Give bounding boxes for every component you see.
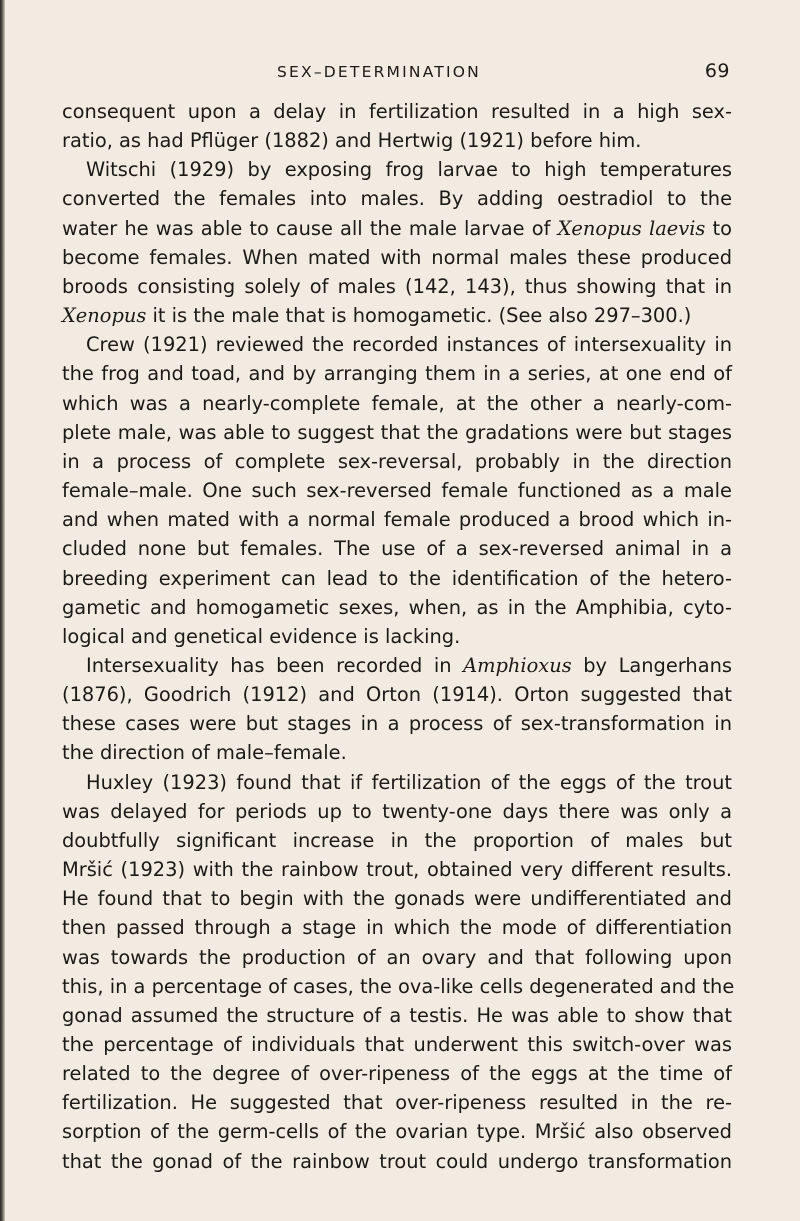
text-line: Witschi (1929) by exposing frog larvae to high temperatures	[86, 158, 732, 182]
text-line: was towards the production of an ovary and that following upon	[62, 945, 732, 969]
text-line: ratio, as had Pflüger (1882) and Hertwig (1921) before him.	[62, 129, 642, 153]
genus-name-italic: Amphioxus	[463, 653, 572, 677]
text-line: cluded none but females. The use of a sex-reversed animal in a	[62, 537, 732, 561]
text-line	[62, 651, 732, 680]
text-line	[62, 301, 732, 330]
text-line: doubtfully significant increase in the proportion of males but	[62, 828, 732, 852]
text-run: by Langerhans	[571, 653, 732, 677]
text-line: Huxley (1923) found that if fertilization of the eggs of the trout	[86, 770, 732, 794]
body-text	[62, 97, 735, 1176]
text-line: become females. When mated with normal males these produced	[62, 245, 732, 269]
text-run: to	[705, 216, 732, 240]
paragraph-3	[62, 330, 732, 651]
text-line: sorption of the germ-cells of the ovarian type. Mršić also observed	[62, 1120, 732, 1144]
text-line: the frog and toad, and by arranging them in a series, at one end of	[62, 362, 732, 386]
text-line: fertilization. He suggested that over-ripeness resulted in the re-	[62, 1091, 732, 1115]
text-line: breeding experiment can lead to the identification of the hetero-	[62, 566, 732, 590]
text-line: gametic and homogametic sexes, when, as in the Amphibia, cyto-	[62, 595, 732, 619]
text-line: He found that to begin with the gonads were undifferentiated and	[62, 887, 732, 911]
text-line: gonad assumed the structure of a testis. He was able to show that	[62, 1003, 732, 1027]
text-line: this, in a percentage of cases, the ova-like cells degenerated and the	[62, 974, 735, 998]
text-line: that the gonad of the rainbow trout could undergo transformation	[62, 1149, 732, 1173]
species-name-italic: Xenopus laevis	[557, 216, 706, 240]
paragraph-2	[62, 155, 732, 330]
text-line: the percentage of individuals that underwent this switch-over was	[62, 1033, 732, 1056]
text-line: related to the degree of over-ripeness of the eggs at the time of	[62, 1062, 732, 1086]
paragraph-1	[62, 97, 732, 155]
text-line: was delayed for periods up to twenty-one days there was only a	[62, 799, 732, 823]
text-run: water he was able to cause all the male larvae of	[62, 216, 558, 240]
text-line: female–male. One such sex-reversed female functioned as a male	[62, 479, 732, 503]
text-line: Crew (1921) reviewed the recorded instances of intersexuality in	[86, 333, 732, 357]
paragraph-5	[62, 768, 735, 1176]
text-line: converted the females into males. By adding oestradiol to the	[62, 187, 732, 211]
text-line: which was a nearly-complete female, at the other a nearly-com-	[62, 391, 732, 415]
genus-name-italic: Xenopus	[62, 304, 147, 328]
text-line: (1876), Goodrich (1912) and Orton (1914). Orton suggested that	[62, 683, 732, 707]
text-line	[62, 214, 732, 243]
text-line: Mršić (1923) with the rainbow trout, obtained very different results.	[62, 858, 732, 882]
paragraph-4	[62, 651, 732, 768]
text-line: broods consisting solely of males (142, 143), thus showing that in	[62, 274, 732, 298]
text-line: plete male, was able to suggest that the gradations were but stages	[62, 420, 732, 444]
text-line: consequent upon a delay in fertilization resulted in a high sex-	[62, 100, 732, 123]
book-page	[62, 60, 735, 1176]
running-head-title: SEX–DETERMINATION	[277, 63, 481, 81]
book-spine-shadow	[0, 0, 5, 1221]
text-line: these cases were but stages in a process of sex-transformation in	[62, 712, 732, 736]
page-number: 69	[704, 60, 730, 82]
text-run: Intersexuality has been recorded in	[86, 653, 464, 677]
text-line: then passed through a stage in which the mode of differentiation	[62, 916, 732, 940]
text-run: it is the male that is homogametic. (See also 297–300.)	[146, 304, 692, 328]
text-line: in a process of complete sex-reversal, probably in the direction	[62, 449, 732, 473]
running-head	[62, 60, 732, 90]
text-line: the direction of male–female.	[62, 741, 347, 765]
text-line: logical and genetical evidence is lacking.	[62, 624, 461, 648]
text-line: and when mated with a normal female produced a brood which in-	[62, 508, 732, 532]
